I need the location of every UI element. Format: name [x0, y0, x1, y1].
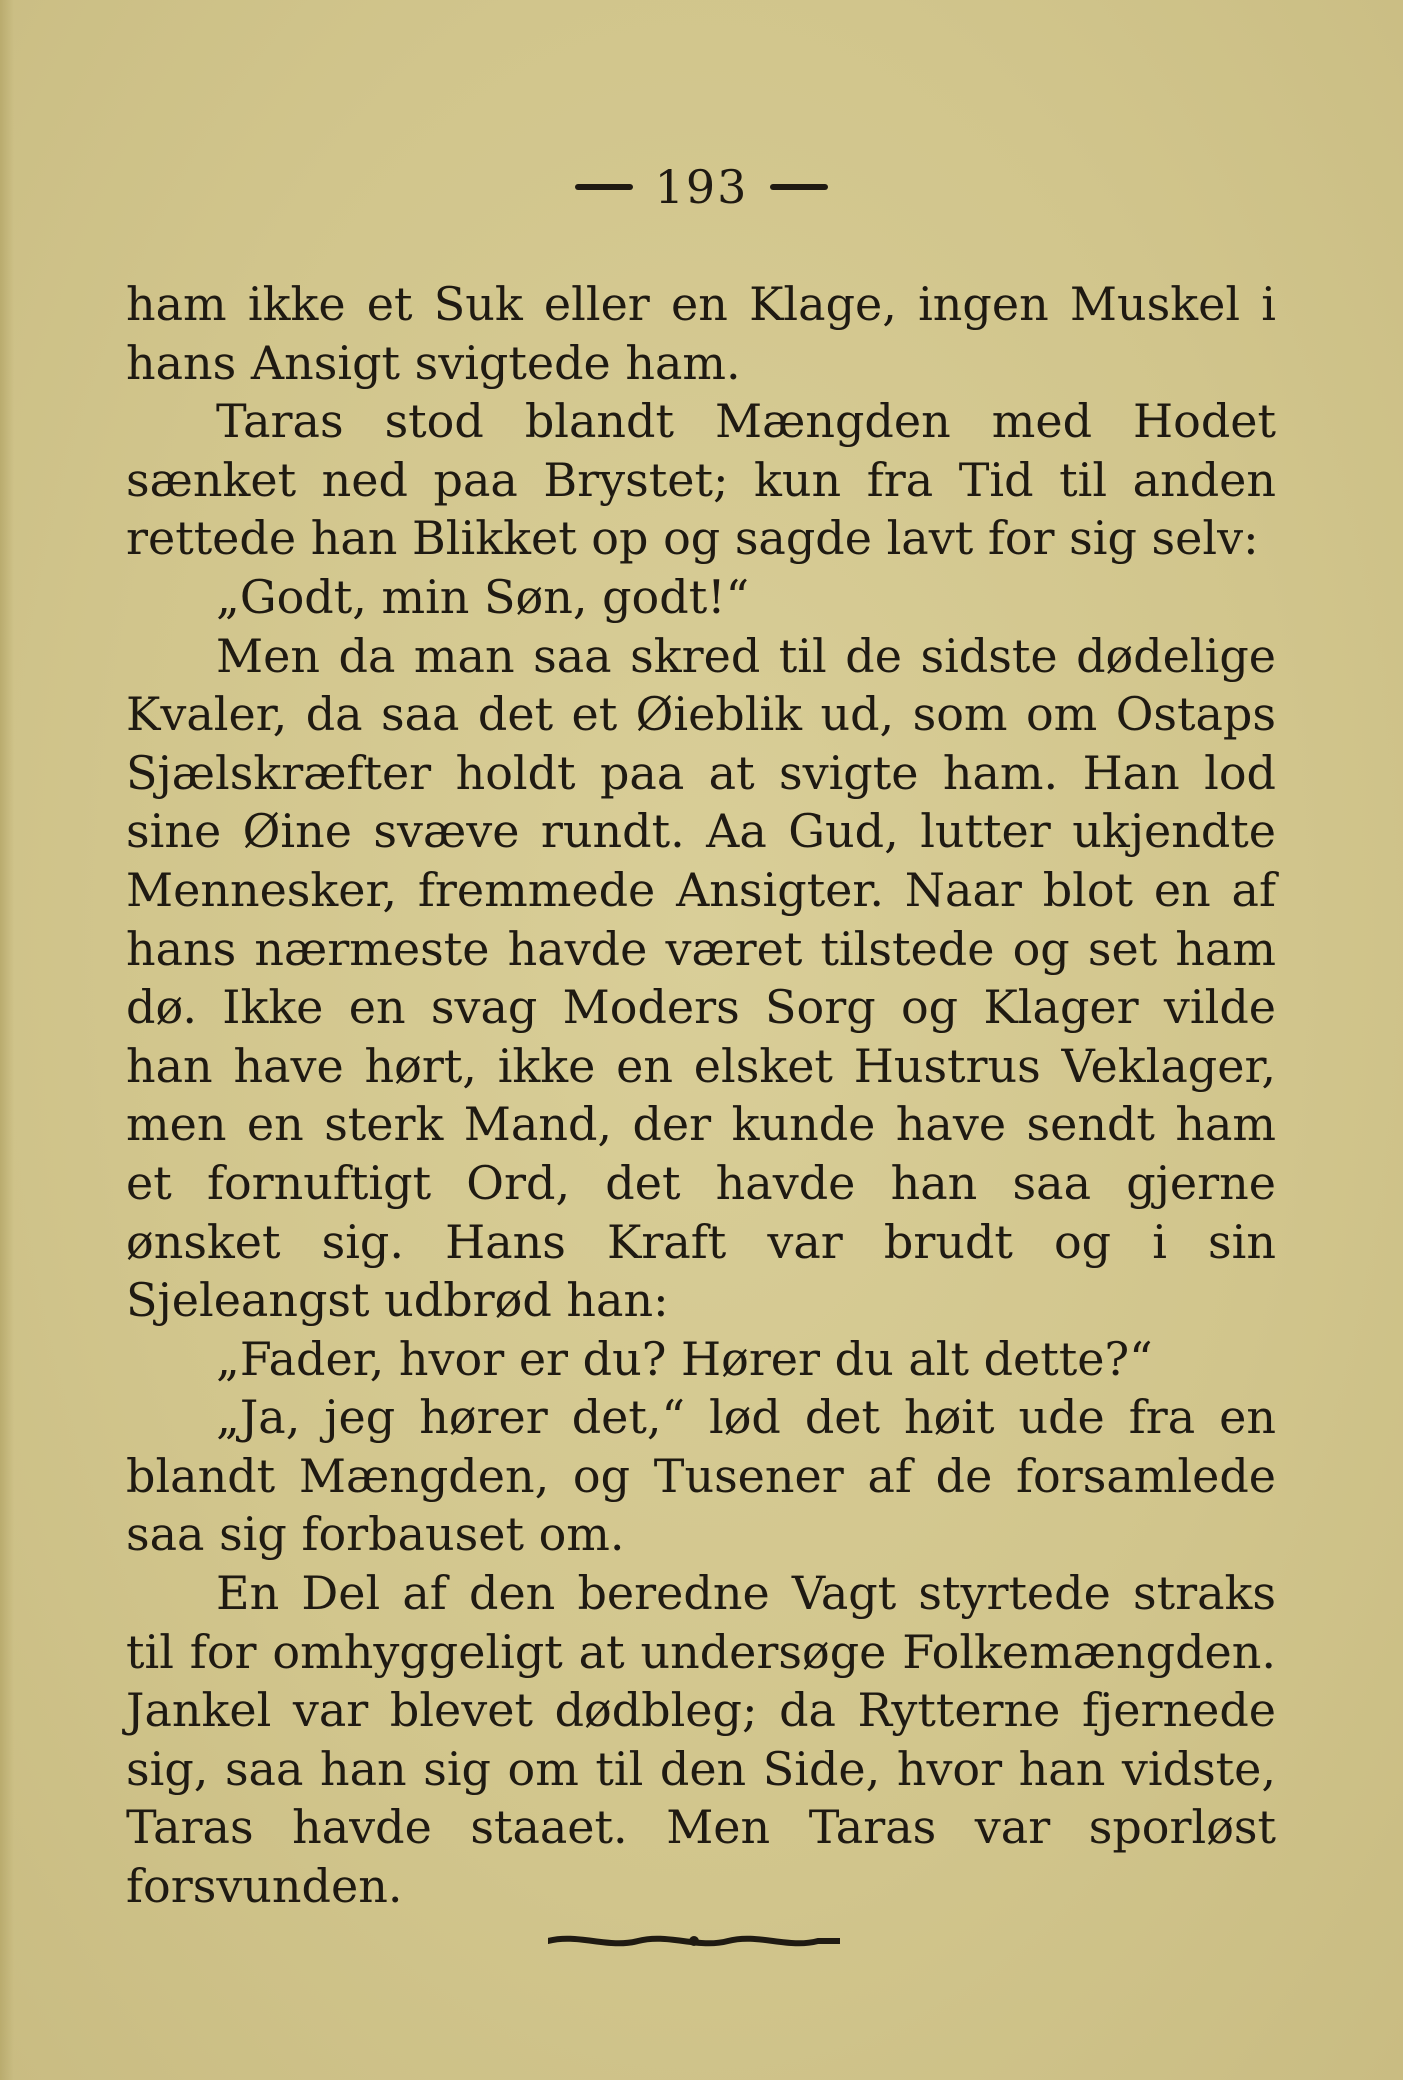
paragraph: ham ikke et Suk eller en Klage, ingen Muskel i hans Ansigt svigtede ham. [126, 277, 1276, 390]
paragraph: Taras stod blandt Mængden med Hodet sænket ned paa Brystet; kun fra Tid til anden rettede han Blikket op og sagde lavt for sig selv: [126, 394, 1276, 566]
paragraph: En Del af den beredne Vagt styrtede straks til for omhyggeligt at undersøge Folkemængden. Jankel var blevet dødbleg; da Rytterne fjernede sig, saa han sig om til den Side, hvor han vidste, Taras havde staaet. Men Taras var sporløst forsvunden. [126, 1566, 1276, 1914]
paragraph: „Godt, min Søn, godt!“ [216, 569, 750, 624]
paragraph: „Fader, hvor er du? Hører du alt dette?“ [216, 1331, 1153, 1386]
page-edge-shadow [0, 0, 14, 2080]
paragraph: „Ja, jeg hører det,“ lød det høit ude fra en blandt Mængden, og Tusener af de forsamlede saa sig forbauset om. [126, 1390, 1276, 1562]
body-text [126, 275, 1276, 1916]
header-left-dash [575, 184, 633, 190]
header-right-dash [770, 184, 828, 190]
paragraph: Men da man saa skred til de sidste dødelige Kvaler, da saa det et Øieblik ud, som om Ostaps Sjælskræfter holdt paa at svigte ham. Han lod sine Øine svæve rundt. Aa Gud, lutter ukjendte Mennesker, fremmede Ansigter. Naar blot en af hans nærmeste havde været tilstede og set ham dø. Ikke en svag Moders Sorg og Klager vilde han have hørt, ikke en elsket Hustrus Veklager, men en sterk Mand, der kunde have sendt ham et fornuftigt Ord, det havde han saa gjerne ønsket sig. Hans Kraft var brudt og i sin Sjeleangst udbrød han: [126, 628, 1276, 1328]
page-number: 193 [654, 160, 749, 214]
end-ornament [548, 1930, 840, 1952]
page-header [0, 160, 1403, 214]
